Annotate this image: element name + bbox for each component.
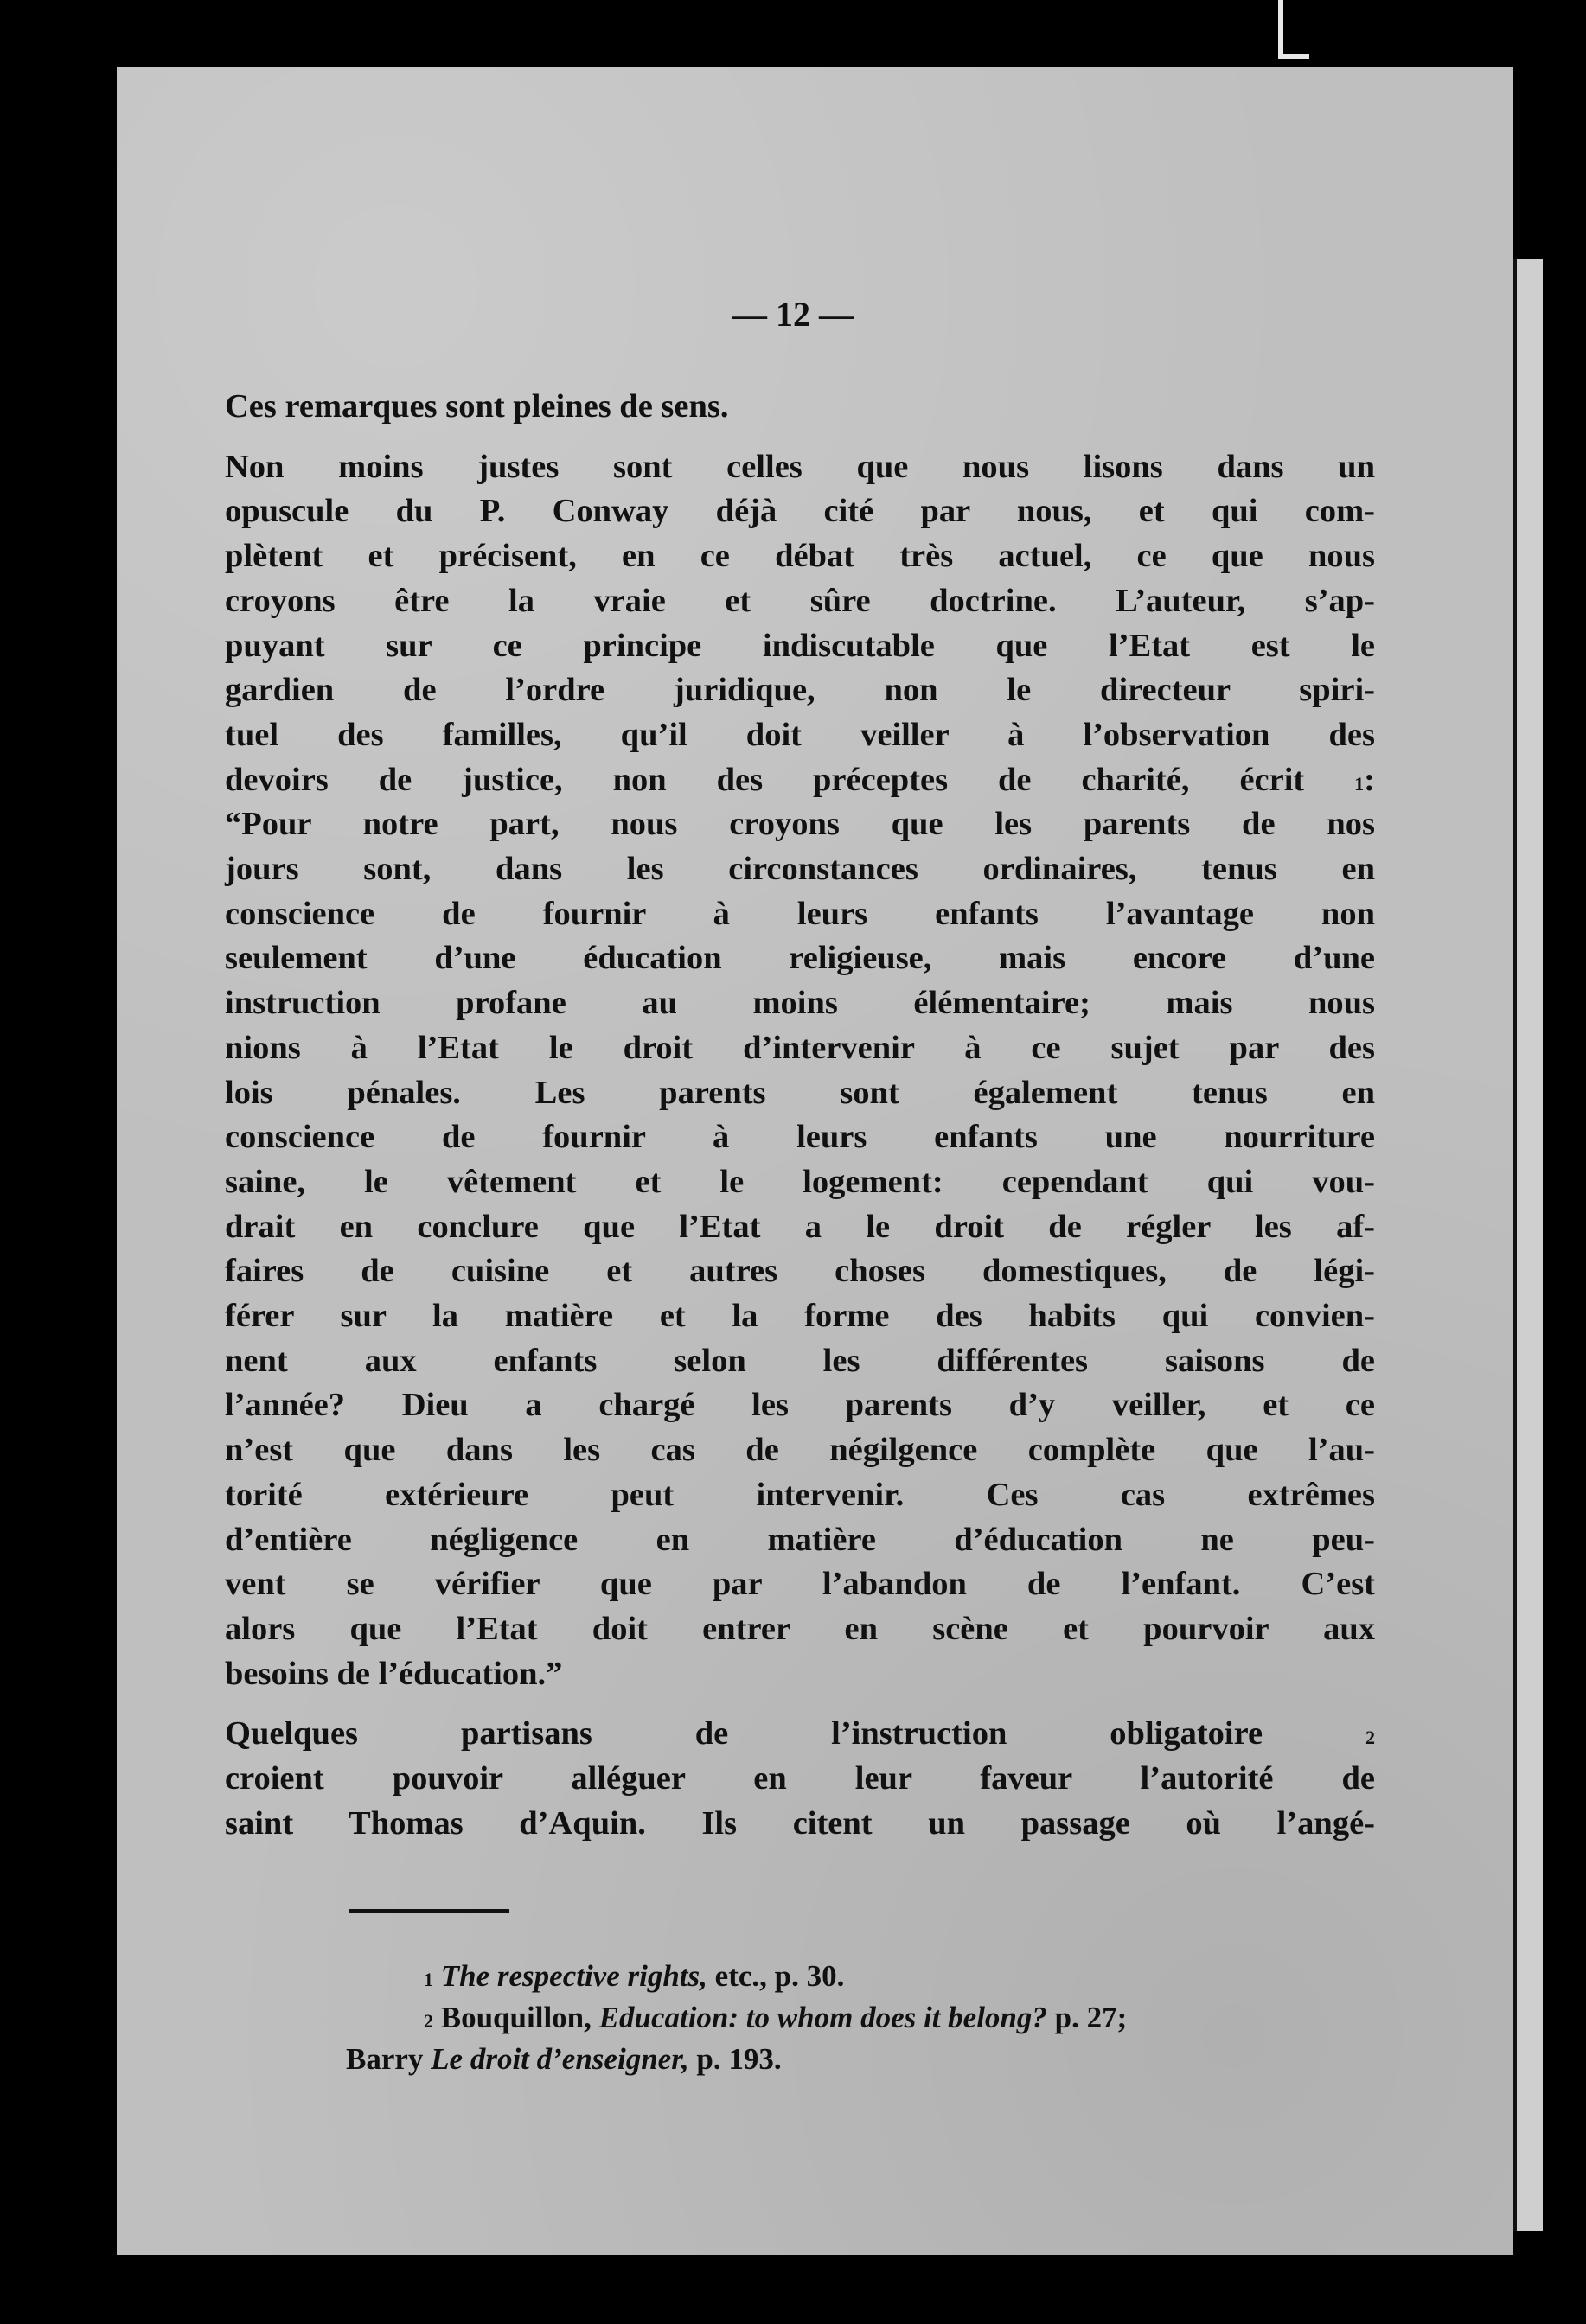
footnote-number: 2 xyxy=(424,2010,433,2032)
footnotes xyxy=(346,1956,1384,2080)
footnote-title: The respective rights, xyxy=(440,1959,707,1993)
text-line: Quelques partisans de l’instruction obligatoire xyxy=(225,1715,1263,1753)
text-line: “Pour notre part, nous croyons que les parents de nos xyxy=(225,806,1375,843)
text-line: seulement d’une éducation religieuse, mais encore d’une xyxy=(225,940,1375,977)
text-line: d’entière négligence en matière d’éducation ne peu- xyxy=(225,1521,1375,1558)
text-line: nent aux enfants selon les différentes saisons de xyxy=(225,1342,1375,1379)
text-line: drait en conclure que l’Etat a le droit de régler les af- xyxy=(225,1208,1375,1245)
text-line: plètent et précisent, en ce débat très actuel, ce que nous xyxy=(225,538,1375,575)
text-line: besoins de l’éducation.” xyxy=(225,1655,563,1692)
body-text xyxy=(225,385,1375,1847)
footnote-rest: etc., p. 30. xyxy=(707,1959,845,1993)
footnote-title: Le droit d’enseigner, xyxy=(431,2042,689,2076)
adjacent-page-edge xyxy=(1278,0,1309,59)
text-line: alors que l’Etat doit entrer en scène et pourvoir aux xyxy=(225,1610,1375,1647)
page-binding-edge xyxy=(1513,259,1543,2231)
page-number: — 12 — xyxy=(732,295,854,334)
text-line: l’année? Dieu a chargé les parents d’y veiller, et ce xyxy=(225,1387,1375,1424)
text-line: conscience de fournir à leurs enfants l’avantage non xyxy=(225,895,1375,932)
text-line: gardien de l’ordre juridique, non le directeur spiri- xyxy=(225,672,1375,709)
text-line-with-footnote xyxy=(225,1712,1375,1757)
footnote-rest: p. 193. xyxy=(688,2042,782,2076)
text-line: férer sur la matière et la forme des habits qui convien- xyxy=(225,1298,1375,1335)
footnote-marker-suffix: : xyxy=(1364,761,1375,798)
text-line: Ces remarques sont pleines de sens. xyxy=(225,388,729,425)
footnote-author: Bouquillon, xyxy=(440,2001,599,2034)
footnote-1 xyxy=(346,1956,1384,1997)
text-line: conscience de fournir à leurs enfants une nourriture xyxy=(225,1119,1375,1156)
text-line: faires de cuisine et autres choses domestiques, de légi- xyxy=(225,1253,1375,1290)
text-line: instruction profane au moins élémentaire; mais nous xyxy=(225,985,1375,1022)
text-line: jours sont, dans les circonstances ordinaires, tenus en xyxy=(225,851,1375,888)
text-line: lois pénales. Les parents sont également tenus en xyxy=(225,1074,1375,1111)
text-line: croient pouvoir alléguer en leur faveur l’autorité de xyxy=(225,1760,1375,1797)
text-line: tuel des familles, qu’il doit veiller à l’observation des xyxy=(225,716,1375,753)
footnote-rest: p. 27; xyxy=(1046,2001,1128,2034)
text-line: puyant sur ce principe indiscutable que l’Etat est le xyxy=(225,627,1375,664)
text-line: saint Thomas d’Aquin. Ils citent un passage où l’angé- xyxy=(225,1804,1375,1842)
text-line: Non moins justes sont celles que nous lisons dans un xyxy=(225,448,1375,485)
footnote-2-continued xyxy=(346,2039,1384,2080)
footnote-author: Barry xyxy=(346,2042,432,2076)
footnote-number: 1 xyxy=(424,1969,433,1990)
text-line: devoirs de justice, non des préceptes de charité, écrit xyxy=(225,761,1305,798)
text-line: n’est que dans les cas de négilgence complète que l’au- xyxy=(225,1432,1375,1469)
footnote-2 xyxy=(346,1997,1384,2039)
text-line: nions à l’Etat le droit d’intervenir à ce sujet par des xyxy=(225,1029,1375,1066)
footnote-title: Education: to whom does it belong? xyxy=(598,2001,1047,2034)
text-line: saine, le vêtement et le logement: cependant qui vou- xyxy=(225,1163,1375,1200)
footnote-marker: 1 xyxy=(1354,772,1365,795)
footnote-marker: 2 xyxy=(1365,1727,1376,1749)
text-line-with-footnote xyxy=(225,758,1375,803)
text-line: torité extérieure peut intervenir. Ces cas extrêmes xyxy=(225,1476,1375,1513)
text-line: opuscule du P. Conway déjà cité par nous, et qui com- xyxy=(225,493,1375,530)
text-line: croyons être la vraie et sûre doctrine. L’auteur, s’ap- xyxy=(225,582,1375,619)
text-line: vent se vérifier que par l’abandon de l’enfant. C’est xyxy=(225,1566,1375,1603)
footnote-divider xyxy=(349,1909,509,1913)
